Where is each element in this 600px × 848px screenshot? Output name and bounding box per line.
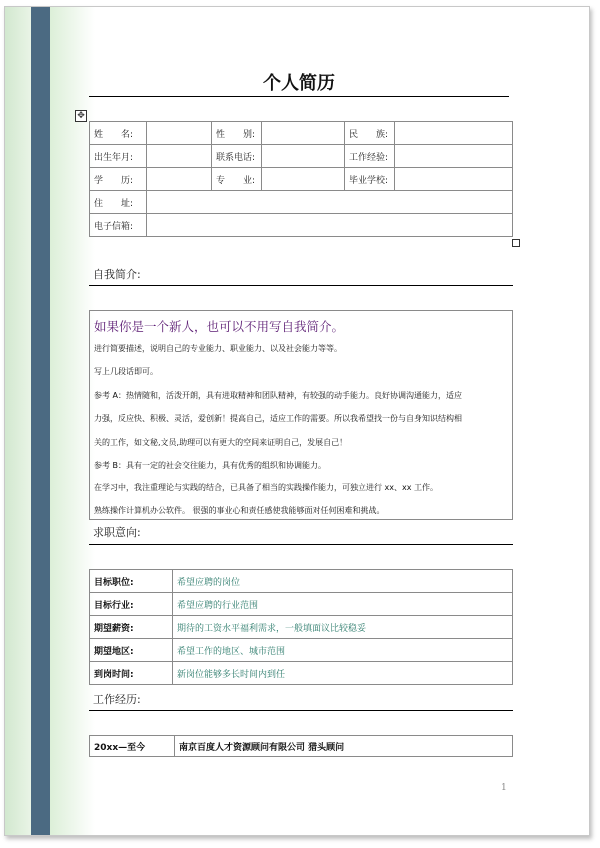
education-label: 学 历: [90, 168, 147, 191]
work-experience-table [89, 735, 513, 757]
intro-line: 写上几段话即可。 [94, 367, 158, 376]
gender-label: 性 别: [212, 122, 262, 145]
title-rule [89, 96, 509, 97]
address-value-cell[interactable] [147, 191, 513, 214]
intro-line: 参考 B：具有一定的社会交往能力，具有优秀的组织和协调能力。 [94, 461, 327, 470]
expected-location-value[interactable]: 希望工作的地区、城市范围 [173, 639, 513, 662]
job-objective-table [89, 569, 513, 685]
page-decoration-green [5, 7, 31, 835]
self-intro-rule [89, 285, 513, 286]
table-row [90, 191, 513, 214]
education-value-cell[interactable] [147, 168, 212, 191]
self-intro-box [89, 310, 513, 520]
target-position-label: 目标职位: [90, 570, 173, 593]
experience-company[interactable]: 南京百度人才资源顾问有限公司 猎头顾问 [175, 736, 513, 757]
table-row [90, 214, 513, 237]
expected-location-label: 期望地区: [90, 639, 173, 662]
gender-value-cell[interactable] [262, 122, 345, 145]
table-row [90, 639, 513, 662]
intro-line: 力强，反应快、积极、灵活，爱创新！提高自己，适应工作的需要。所以我希望找一份与自身知识结构相 [94, 414, 462, 423]
job-objective-heading: 求职意向: [93, 526, 141, 539]
birth-date-label: 出生年月: [90, 145, 147, 168]
major-label: 专 业: [212, 168, 262, 191]
intro-line: 参考 A：热情随和，活泼开朗，具有进取精神和团队精神，有较强的动手能力。良好协调沟通能力，适应 [94, 391, 463, 400]
table-row [90, 736, 513, 757]
experience-years-label: 工作经验: [345, 145, 395, 168]
table-row [90, 593, 513, 616]
intro-line: 关的工作，如文秘,文员,助理可以有更大的空间来证明自己，发展自己！ [94, 438, 348, 447]
intro-line: 进行简要描述，说明自己的专业能力、职业能力、以及社会能力等等。 [94, 344, 342, 353]
target-industry-label: 目标行业: [90, 593, 173, 616]
name-label: 姓 名: [90, 122, 147, 145]
ethnicity-value-cell[interactable] [395, 122, 513, 145]
expected-salary-value[interactable]: 期待的工资水平福利需求，一般填面议比较稳妥 [173, 616, 513, 639]
target-position-value[interactable]: 希望应聘的岗位 [173, 570, 513, 593]
intro-line: 熟练操作计算机办公软件。 很强的事业心和责任感使我能够面对任何困难和挑战。 [94, 506, 385, 515]
basic-info-table [89, 121, 513, 237]
table-resize-handle-icon[interactable] [512, 239, 520, 247]
intro-line: 在学习中，我注重理论与实践的结合，已具备了相当的实践操作能力，可独立进行 xx、xx 工作。 [94, 483, 439, 492]
job-objective-rule [89, 544, 513, 545]
school-label: 毕业学校: [345, 168, 395, 191]
table-move-handle-icon[interactable]: ✥ [75, 110, 87, 122]
birth-date-value-cell[interactable] [147, 145, 212, 168]
table-row [90, 616, 513, 639]
page-number: 1 [501, 783, 507, 793]
page-decoration-blue-bar [31, 7, 50, 835]
resume-title: 个人简历 [263, 73, 335, 94]
self-intro-headline: 如果你是一个新人，也可以不用写自我简介。 [94, 319, 345, 334]
start-date-value[interactable]: 新岗位能够多长时间内到任 [173, 662, 513, 685]
work-experience-heading: 工作经历: [93, 693, 141, 706]
phone-value-cell[interactable] [262, 145, 345, 168]
phone-label: 联系电话: [212, 145, 262, 168]
work-experience-rule [89, 710, 513, 711]
ethnicity-label: 民 族: [345, 122, 395, 145]
experience-period[interactable]: 20xx—至今 [90, 736, 175, 757]
start-date-label: 到岗时间: [90, 662, 173, 685]
email-value-cell[interactable] [147, 214, 513, 237]
table-row [90, 168, 513, 191]
email-label: 电子信箱: [90, 214, 147, 237]
self-intro-heading: 自我简介: [93, 268, 141, 281]
school-value-cell[interactable] [395, 168, 513, 191]
address-label: 住 址: [90, 191, 147, 214]
document-page [4, 6, 590, 836]
expected-salary-label: 期望薪资: [90, 616, 173, 639]
major-value-cell[interactable] [262, 168, 345, 191]
target-industry-value[interactable]: 希望应聘的行业范围 [173, 593, 513, 616]
table-row [90, 570, 513, 593]
table-row [90, 122, 513, 145]
table-row [90, 145, 513, 168]
experience-years-value-cell[interactable] [395, 145, 513, 168]
table-row [90, 662, 513, 685]
name-value-cell[interactable] [147, 122, 212, 145]
